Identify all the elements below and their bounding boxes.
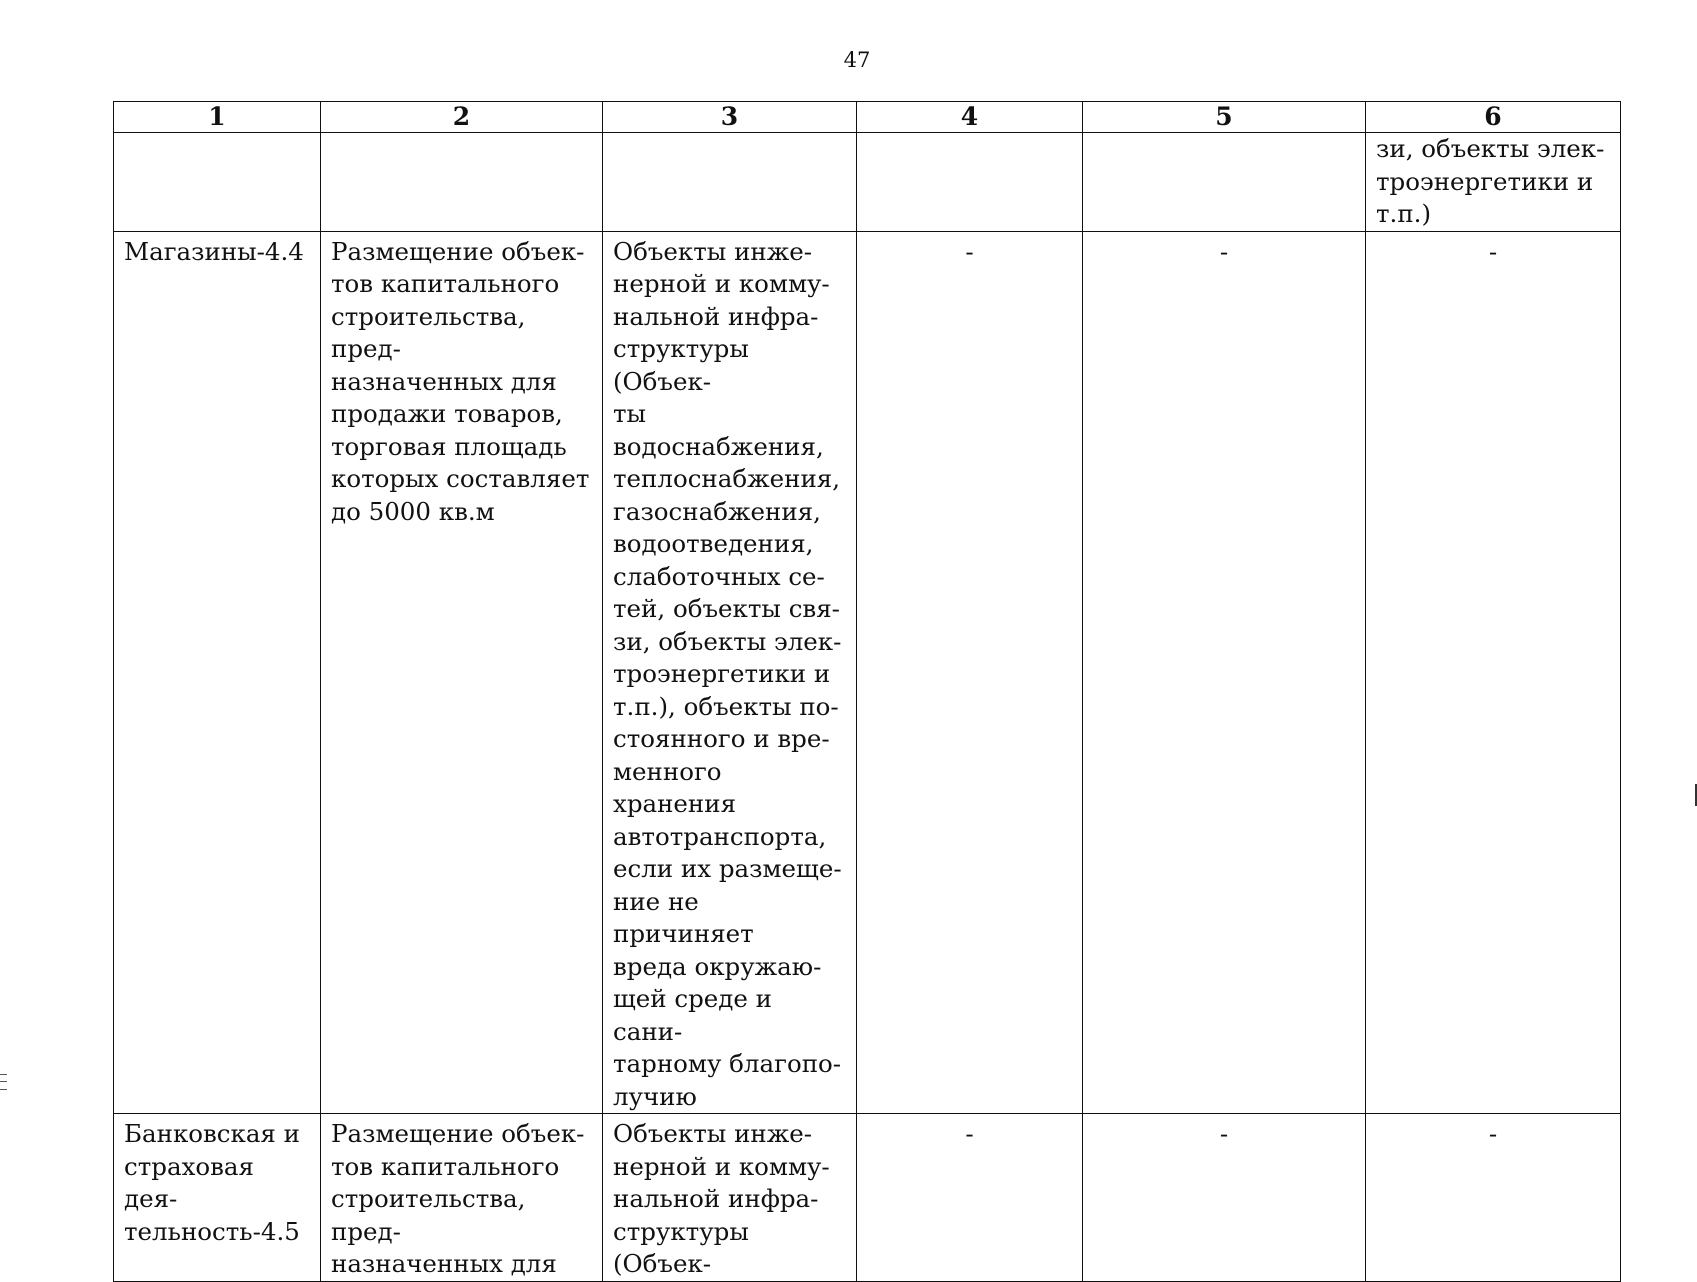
page-number: 47 [843,48,871,72]
table-cell [321,1114,603,1282]
dash-value: - [1219,236,1229,266]
continuation-text: зи, объекты элек- троэнергетики и т.п.) [1376,134,1605,228]
scan-margin-mark [0,1081,7,1082]
table-cell [114,133,321,232]
auxiliary-objects: Объекты инже- нерной и комму- нальной инфра- структуры (Объек- [613,1119,830,1278]
land-use-type: Магазины-4.4 [124,236,304,266]
table-cell [114,231,321,1114]
table-row-shops [114,231,1621,1114]
table-cell [1083,133,1366,232]
column-header-6: 6 [1366,102,1621,133]
table-cell [1366,231,1621,1114]
table-cell [603,133,857,232]
land-use-description: Размещение объек- тов капитального строительства, пред- назначенных для [331,1119,585,1278]
land-use-description: Размещение объек- тов капитального строительства, пред- назначенных для продажи товаров, торговая площадь которых составляет до 5000 кв.м [331,236,590,526]
table-cell [321,231,603,1114]
dash-value: - [1488,1119,1498,1148]
column-header-2: 2 [321,102,603,133]
table-row-continuation [114,133,1621,232]
table-cell [603,1114,857,1282]
table-cell [321,133,603,232]
table-cell [857,133,1083,232]
table-cell [1083,1114,1366,1282]
table-header-row [114,102,1621,133]
table-row-banking [114,1114,1621,1282]
dash-value: - [965,1119,974,1148]
column-header-1: 1 [114,102,321,133]
dash-value: - [965,236,974,266]
table-cell [1083,231,1366,1114]
column-header-3: 3 [603,102,857,133]
land-use-table [113,101,1621,1282]
table-cell [857,1114,1083,1282]
table-cell [1366,133,1621,232]
column-header-5: 5 [1083,102,1366,133]
scan-margin-mark [0,1074,7,1090]
column-header-4: 4 [857,102,1083,133]
table-cell [857,231,1083,1114]
table-cell [603,231,857,1114]
table-cell [114,1114,321,1282]
dash-value: - [1219,1119,1229,1148]
dash-value: - [1488,236,1498,266]
land-use-type: Банковская и страховая дея- тельность-4.5 [124,1119,301,1246]
table-cell [1366,1114,1621,1282]
auxiliary-objects: Объекты инже- нерной и комму- нальной инфра- структуры (Объек- ты водоснабжения, теплоснабжения, газоснабжения, водоотведения, слаботочных се- тей, объекты свя- зи, объекты элек- троэнергетики и т.п.), объекты по- стоянного и вре- менного хранения автотранспорта, если их размеще- ние не причиняет вреда окружаю- щей среде и сани- тарному благопо- лучию [613,236,842,1111]
